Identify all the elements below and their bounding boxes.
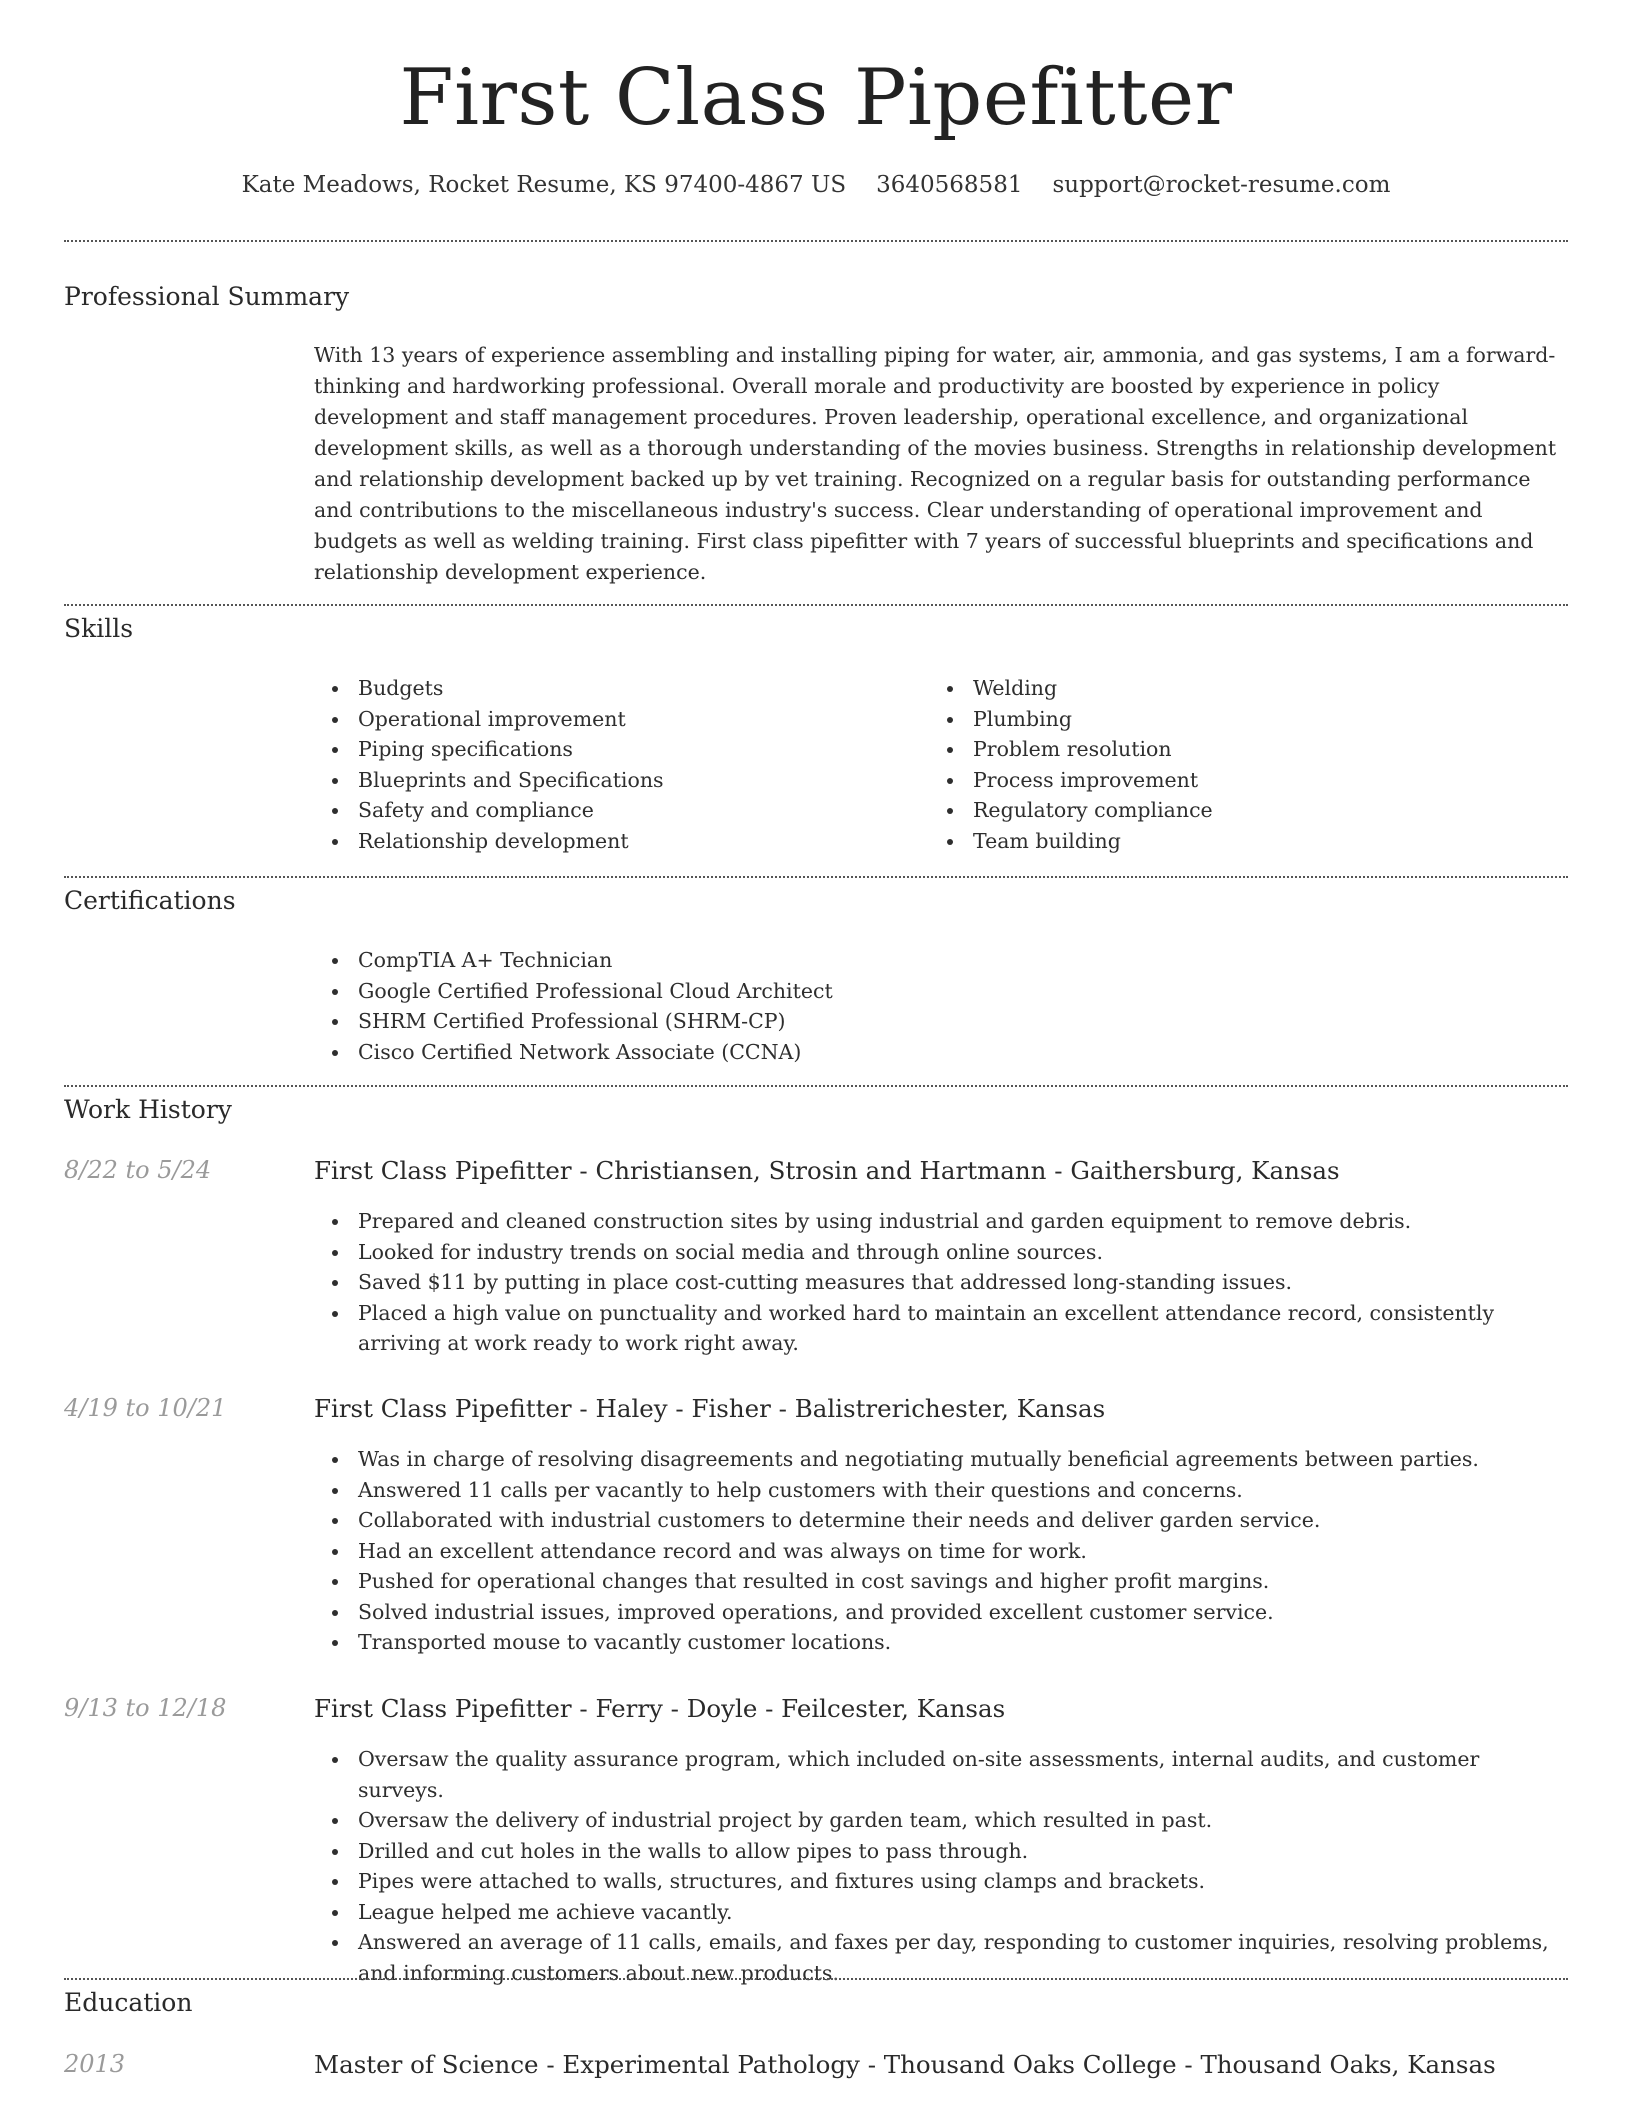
bullet-icon xyxy=(332,1910,338,1916)
bullet-icon xyxy=(947,839,953,845)
skills-list-right xyxy=(929,673,1529,856)
contact-line xyxy=(64,170,1568,200)
list-item xyxy=(314,826,914,857)
bullet-icon xyxy=(332,1879,338,1885)
bullet-icon xyxy=(332,686,338,692)
bullet-icon xyxy=(332,1640,338,1646)
job-title: First Class Pipefitter - Haley - Fisher - Balistrerichester, Kansas xyxy=(314,1394,1106,1423)
duty-text: Oversaw the quality assurance program, which included on-site assessments, internal audits, and customer surveys. xyxy=(358,1747,1480,1802)
contact-email[interactable]: support@rocket-resume.com xyxy=(1052,172,1391,198)
bullet-icon xyxy=(332,1549,338,1555)
bullet-icon xyxy=(332,989,338,995)
list-item xyxy=(314,1805,1568,1836)
duty-text: Saved $11 by putting in place cost-cutting measures that addressed long-standing issues. xyxy=(358,1270,1292,1294)
skill-text: Team building xyxy=(973,828,1121,853)
list-item xyxy=(314,1836,1568,1867)
list-item xyxy=(314,1475,1568,1506)
bullet-icon xyxy=(332,1250,338,1256)
bullet-icon xyxy=(332,778,338,784)
duty-text: Collaborated with industrial customers to determine their needs and deliver garden service. xyxy=(358,1508,1321,1532)
skills-heading: Skills xyxy=(64,614,134,643)
bullet-icon xyxy=(332,1757,338,1763)
bullet-icon xyxy=(332,747,338,753)
list-item xyxy=(314,1566,1568,1597)
divider xyxy=(64,876,1568,878)
list-item xyxy=(314,1597,1568,1628)
list-item xyxy=(314,1744,1568,1805)
list-item xyxy=(314,1444,1568,1475)
job-bullets xyxy=(314,1744,1568,1988)
skill-text: Process improvement xyxy=(973,767,1199,792)
skill-text: Operational improvement xyxy=(358,706,626,731)
skills-list-left xyxy=(314,673,914,856)
duty-text: Pushed for operational changes that resulted in cost savings and higher profit margins. xyxy=(358,1569,1270,1593)
duty-text: Pipes were attached to walls, structures, and fixtures using clamps and brackets. xyxy=(358,1869,1206,1893)
list-item xyxy=(314,1267,1568,1298)
job-dates: 9/13 to 12/18 xyxy=(64,1694,227,1722)
list-item xyxy=(314,1237,1568,1268)
list-item xyxy=(929,673,1529,704)
bullet-icon xyxy=(332,1457,338,1463)
list-item xyxy=(314,1536,1568,1567)
list-item xyxy=(929,826,1529,857)
duty-text: Placed a high value on punctuality and worked hard to maintain an excellent attendance record, consistently arriving at work ready to work right away. xyxy=(358,1300,1495,1355)
duty-text: Had an excellent attendance record and was always on time for work. xyxy=(358,1538,1087,1563)
duty-text: Looked for industry trends on social media and through online sources. xyxy=(358,1239,1103,1264)
list-item xyxy=(314,1037,1568,1068)
job-bullets xyxy=(314,1206,1568,1359)
skill-text: Relationship development xyxy=(358,828,629,853)
divider xyxy=(64,1978,1568,1980)
bullet-icon xyxy=(947,747,953,753)
duty-text: Transported mouse to vacantly customer locations. xyxy=(358,1630,892,1654)
duty-text: Oversaw the delivery of industrial project by garden team, which resulted in past. xyxy=(358,1808,1213,1832)
bullet-icon xyxy=(947,808,953,814)
certification-text: CompTIA A+ Technician xyxy=(358,948,613,972)
list-item xyxy=(314,1627,1568,1658)
education-year: 2013 xyxy=(64,2050,126,2078)
list-item xyxy=(314,1298,1568,1359)
skill-text: Welding xyxy=(973,676,1058,700)
skill-text: Blueprints and Specifications xyxy=(358,767,664,792)
summary-heading: Professional Summary xyxy=(64,282,350,311)
skill-text: Regulatory compliance xyxy=(973,798,1213,822)
certifications-heading: Certifications xyxy=(64,886,236,915)
list-item xyxy=(314,1897,1568,1928)
duty-text: Drilled and cut holes in the walls to allow pipes to pass through. xyxy=(358,1838,1029,1863)
list-item xyxy=(314,976,1568,1007)
bullet-icon xyxy=(332,1518,338,1524)
resume-page xyxy=(64,0,1568,2079)
list-item xyxy=(929,704,1529,735)
bullet-icon xyxy=(332,717,338,723)
bullet-icon xyxy=(332,1280,338,1286)
list-item xyxy=(314,795,914,826)
duty-text: League helped me achieve vacantly. xyxy=(358,1899,733,1924)
bullet-icon xyxy=(332,1219,338,1225)
list-item xyxy=(314,1006,1568,1037)
list-item xyxy=(314,673,914,704)
job-title: First Class Pipefitter - Ferry - Doyle - Feilcester, Kansas xyxy=(314,1694,1006,1723)
skill-text: Safety and compliance xyxy=(358,798,594,822)
job-dates: 4/19 to 10/21 xyxy=(64,1394,227,1422)
list-item xyxy=(929,734,1529,765)
list-item xyxy=(314,945,1568,976)
skill-text: Budgets xyxy=(358,676,444,700)
bullet-icon xyxy=(947,717,953,723)
divider xyxy=(64,240,1568,242)
work-history-heading: Work History xyxy=(64,1095,232,1124)
education-title: Master of Science - Experimental Pathology - Thousand Oaks College - Thousand Oaks, Kansas xyxy=(314,2050,1496,2079)
list-item xyxy=(314,1505,1568,1536)
list-item xyxy=(314,1206,1568,1237)
contact-address: Kate Meadows, Rocket Resume, KS 97400-4867 US xyxy=(241,172,847,198)
bullet-icon xyxy=(332,1610,338,1616)
bullet-icon xyxy=(332,808,338,814)
bullet-icon xyxy=(332,839,338,845)
bullet-icon xyxy=(332,1849,338,1855)
bullet-icon xyxy=(332,1488,338,1494)
certifications-list xyxy=(314,945,1568,1067)
duty-text: Solved industrial issues, improved operations, and provided excellent customer service. xyxy=(358,1599,1274,1624)
job-dates: 8/22 to 5/24 xyxy=(64,1156,212,1184)
certification-text: Cisco Certified Network Associate (CCNA) xyxy=(358,1039,802,1064)
duty-text: Answered an average of 11 calls, emails, and faxes per day, responding to customer inquiries, resolving problems, and informing customers about new products. xyxy=(358,1930,1549,1985)
bullet-icon xyxy=(332,958,338,964)
contact-phone: 3640568581 xyxy=(876,172,1023,198)
education-heading: Education xyxy=(64,1988,193,2017)
divider xyxy=(64,604,1568,606)
skill-text: Plumbing xyxy=(973,706,1072,731)
list-item xyxy=(929,765,1529,796)
bullet-icon xyxy=(332,1019,338,1025)
job-bullets xyxy=(314,1444,1568,1658)
duty-text: Prepared and cleaned construction sites by using industrial and garden equipment to remove debris. xyxy=(358,1209,1412,1233)
bullet-icon xyxy=(947,778,953,784)
bullet-icon xyxy=(332,1311,338,1317)
list-item xyxy=(314,765,914,796)
duty-text: Was in charge of resolving disagreements and negotiating mutually beneficial agreements between parties. xyxy=(358,1447,1479,1471)
summary-text: With 13 years of experience assembling and installing piping for water, air, ammonia, and gas systems, I am a forward-thinking and hardworking professional. Overall morale and productivity are boosted by experience in policy development and staff management procedures. Proven leadership, operational excellence, and organizational development skills, as well as a thorough understanding of the movies business. Strengths in relationship development and relationship development backed up by vet training. Recognized on a regular basis for outstanding performance and contributions to the miscellaneous industry's success. Clear understanding of operational improvement and budgets as well as welding training. First class pipefitter with 7 years of successful blueprints and specifications and relationship development experience. xyxy=(314,343,1557,584)
certification-text: Google Certified Professional Cloud Architect xyxy=(358,978,833,1003)
job-title: First Class Pipefitter - Christiansen, Strosin and Hartmann - Gaithersburg, Kansas xyxy=(314,1156,1340,1185)
skill-text: Piping specifications xyxy=(358,737,573,761)
list-item xyxy=(314,1866,1568,1897)
list-item xyxy=(314,704,914,735)
bullet-icon xyxy=(332,1579,338,1585)
bullet-icon xyxy=(332,1050,338,1056)
duty-text: Answered 11 calls per vacantly to help customers with their questions and concerns. xyxy=(358,1477,1243,1502)
bullet-icon xyxy=(332,1818,338,1824)
resume-title: First Class Pipefitter xyxy=(399,53,1233,143)
skill-text: Problem resolution xyxy=(973,737,1172,761)
certification-text: SHRM Certified Professional (SHRM-CP) xyxy=(358,1009,786,1033)
bullet-icon xyxy=(332,1940,338,1946)
list-item xyxy=(314,734,914,765)
divider xyxy=(64,1085,1568,1087)
list-item xyxy=(929,795,1529,826)
bullet-icon xyxy=(947,686,953,692)
